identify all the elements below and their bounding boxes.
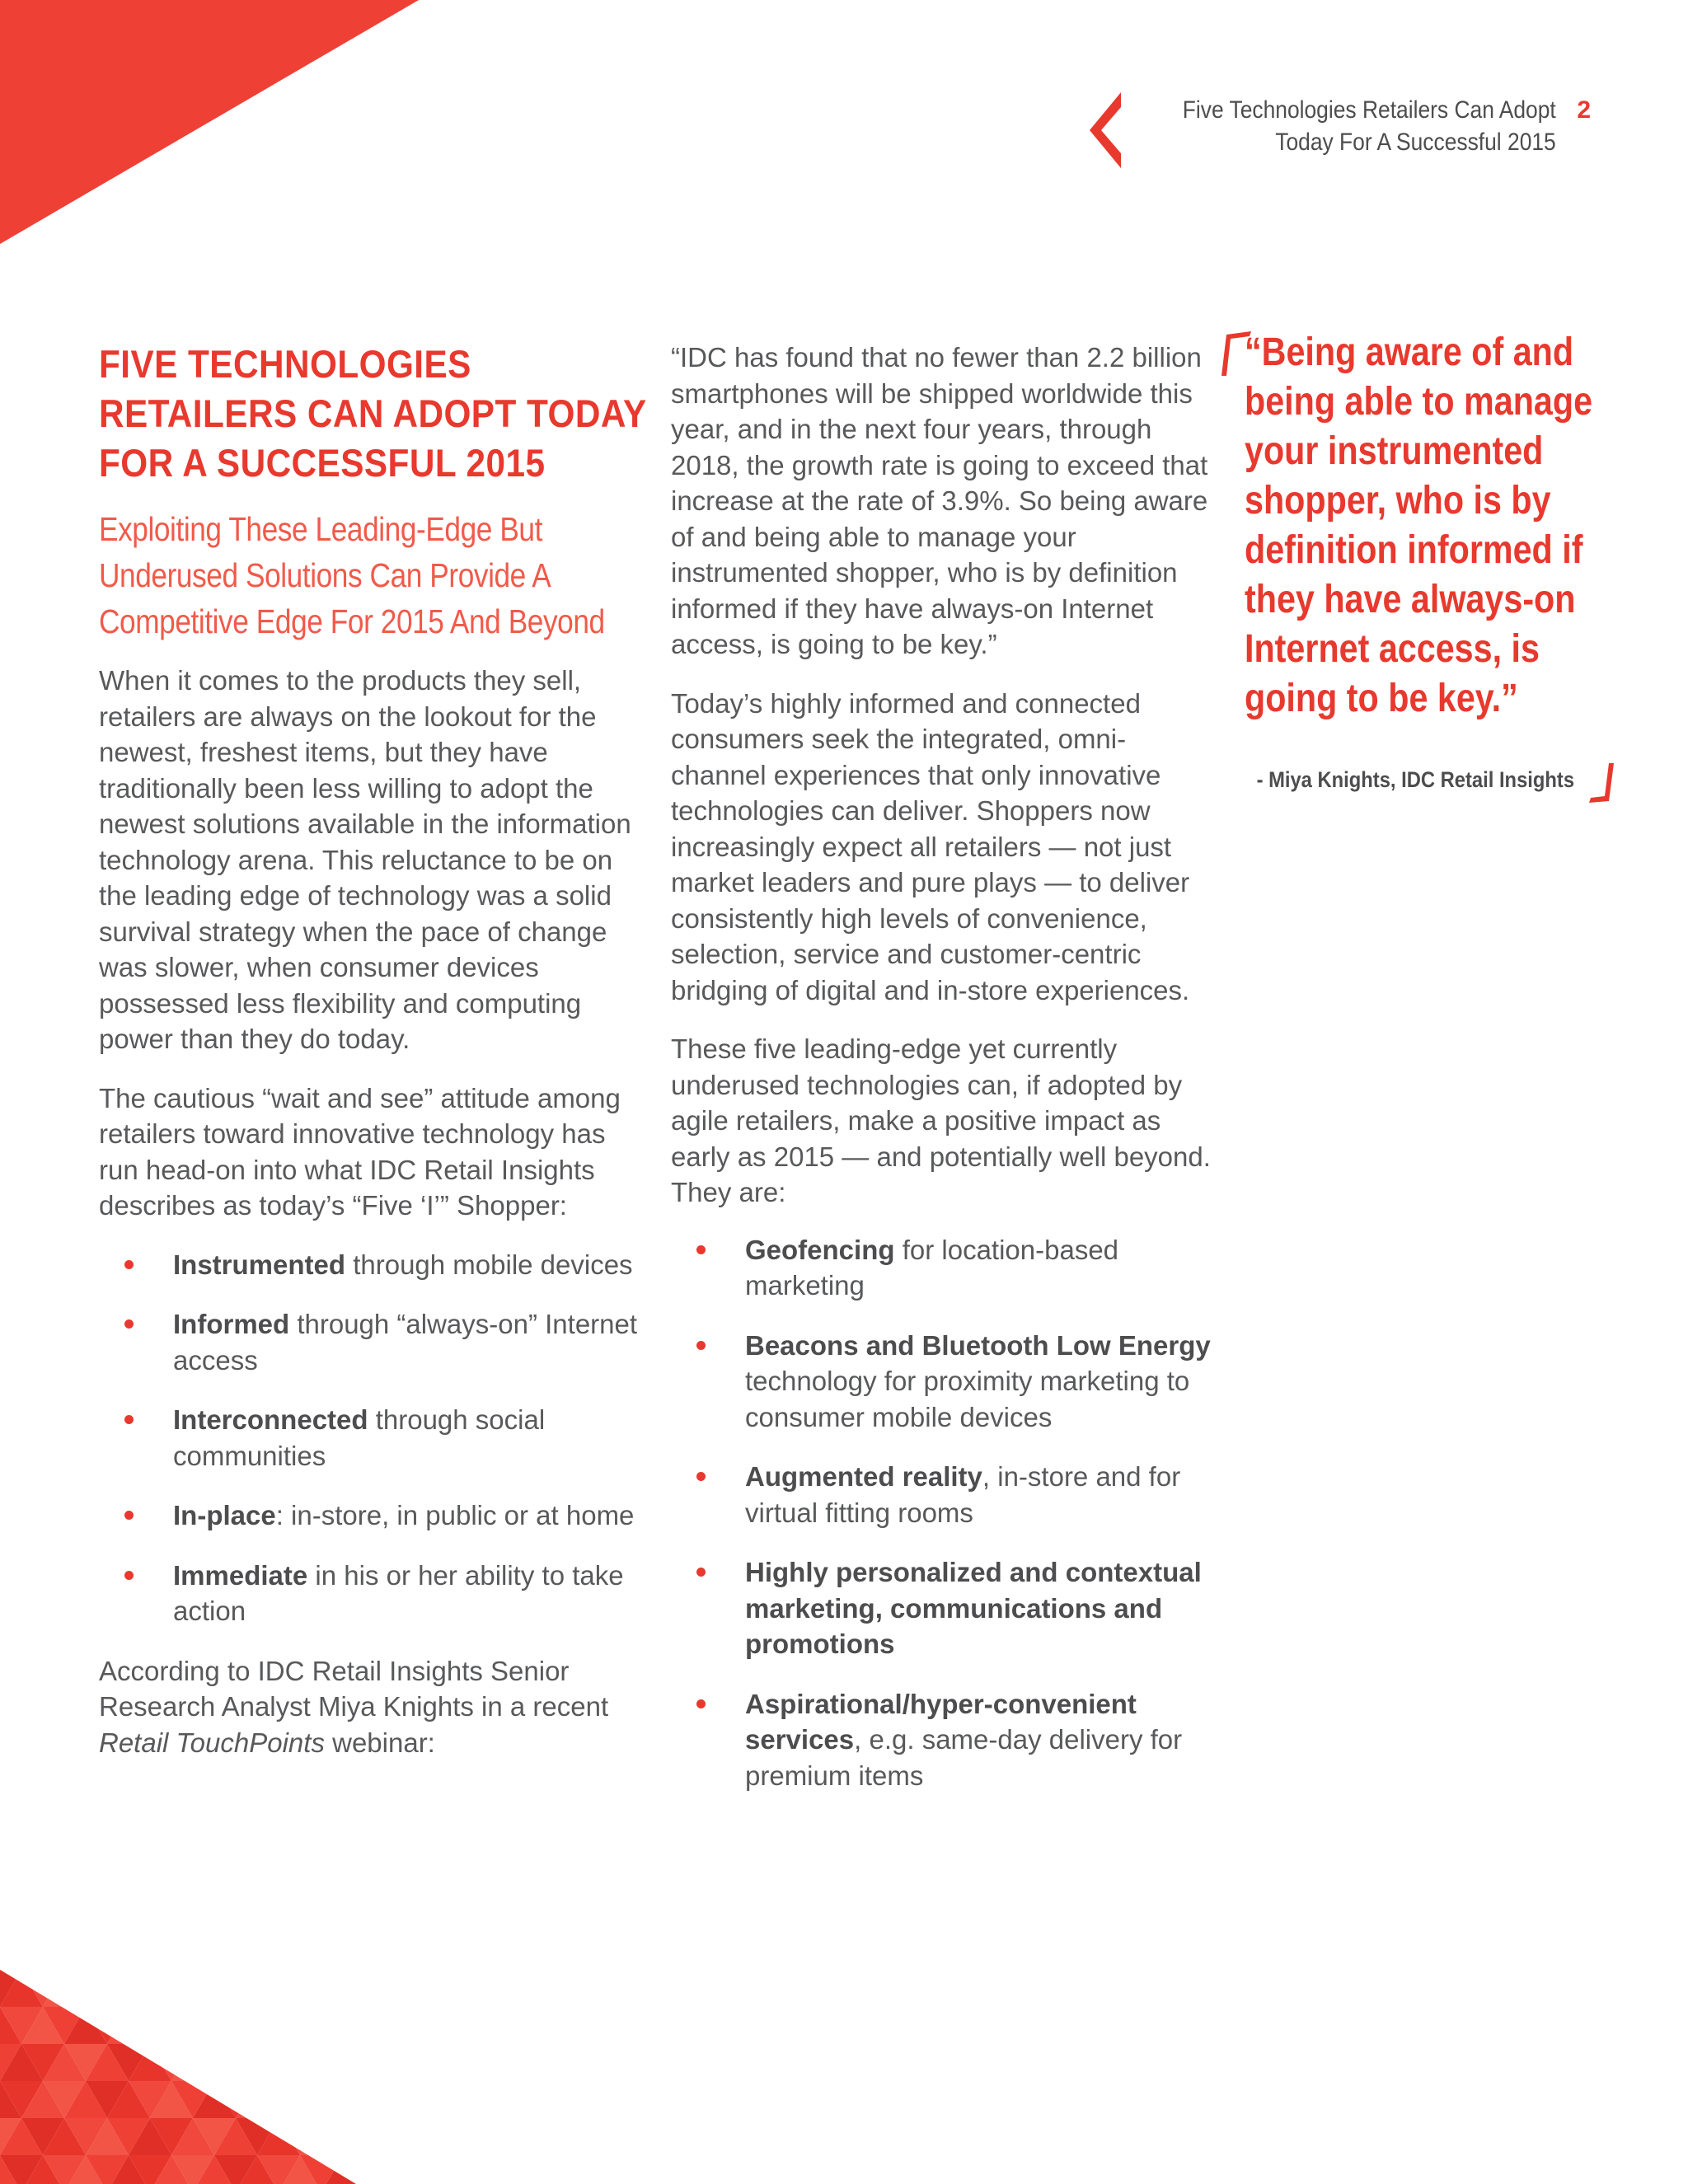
pattern-triangle	[64, 1970, 107, 2007]
list-item-bold: Augmented reality	[745, 1461, 982, 1492]
list-item-text: technology for proximity marketing to consumer mobile devices	[745, 1366, 1190, 1432]
list-item-bold: Geofencing	[745, 1234, 895, 1265]
pattern-triangle	[214, 2007, 257, 2044]
pattern-triangle	[343, 2007, 363, 2044]
pattern-triangle	[214, 1970, 257, 2007]
list-item-bold: Beacons and Bluetooth Low Energy	[745, 1329, 1211, 1361]
middle-column	[671, 340, 1215, 1817]
pattern-triangle	[129, 1970, 171, 2007]
list-item-bold: Aspirational/hyper-convenient services	[745, 1688, 1137, 1755]
pattern-triangle	[257, 2081, 300, 2118]
consumers-paragraph: Today’s highly informed and connected consumers seek the integrated, omni-channel experiences that only innovative technologies can deliver. Shoppers now increasingly expect all retailers — not just market leaders and pure plays — to deliver consistently high levels of convenience, selection, service and customer-centric bridging of digital and in-store experiences.	[671, 687, 1190, 1005]
list-item-text: for location-based marketing	[745, 1234, 1119, 1301]
pull-quote-attribution: - Miya Knights, IDC Retail Insights	[1256, 767, 1574, 792]
webinar-text: According to IDC Retail Insights Senior Research Analyst Miya Knights in a recent	[99, 1655, 609, 1722]
list-item-bold: Informed	[173, 1309, 290, 1339]
list-item	[99, 1247, 643, 1283]
pattern-triangle	[279, 2044, 321, 2081]
pattern-triangle	[321, 1970, 363, 2007]
pattern-triangle	[236, 1970, 279, 2007]
pattern-triangle	[300, 2007, 343, 2044]
list-item	[671, 1554, 1215, 1662]
list-item	[99, 1497, 643, 1534]
corner-pattern-decoration	[0, 1970, 363, 2184]
list-item	[99, 1306, 643, 1378]
bullet-icon	[696, 1341, 706, 1350]
list-item	[671, 1232, 1215, 1304]
list-item-text: through mobile devices	[345, 1249, 633, 1280]
list-item	[671, 1328, 1215, 1436]
pattern-triangle	[193, 1970, 236, 2007]
pattern-triangle	[193, 2007, 236, 2044]
list-item	[99, 1558, 643, 1629]
list-item	[671, 1459, 1215, 1530]
technologies-list	[671, 1232, 1215, 1794]
pattern-triangle	[43, 1970, 86, 2007]
running-header	[1071, 89, 1606, 180]
technologies-intro-paragraph: These five leading-edge yet currently underused technologies can, if adopted by agile retailers, make a positive impact as early as 2015 — and potentially well beyond. They are:	[671, 1033, 1211, 1207]
running-header-title	[1183, 94, 1556, 158]
corner-triangle-decoration	[0, 0, 420, 247]
list-item-text: in his or her ability to take action	[173, 1559, 624, 1626]
list-item-bold: Highly personalized and contextual marketing, communications and promotions	[745, 1557, 1202, 1659]
quote-close-icon	[1589, 763, 1615, 803]
pattern-triangle	[343, 2118, 363, 2155]
page-subtitle: Exploiting These Leading-Edge But Underused Solutions Can Provide A Competitive Edge For 2015 And Beyond	[99, 510, 605, 640]
running-header-line2: Today For A Successful 2015	[1275, 129, 1556, 156]
publication-name: Retail TouchPoints	[99, 1727, 325, 1758]
list-item	[671, 1686, 1215, 1794]
bullet-icon	[696, 1472, 706, 1481]
pattern-triangle	[343, 2044, 363, 2081]
pattern-triangle	[236, 2081, 279, 2118]
webinar-text-end: webinar:	[324, 1727, 435, 1758]
list-item-text: through “always-on” Internet access	[173, 1309, 638, 1376]
list-item-bold: Immediate	[173, 1559, 308, 1591]
pattern-triangle	[279, 1970, 321, 2007]
pattern-triangle	[300, 2044, 343, 2081]
pattern-triangle	[236, 2044, 279, 2081]
pattern-triangle	[150, 1970, 193, 2007]
pattern-triangle	[150, 2007, 193, 2044]
list-item-text: , in-store and for virtual fitting rooms	[745, 1461, 1181, 1528]
pattern-triangle	[107, 1970, 150, 2007]
list-item-text: through social communities	[173, 1404, 546, 1471]
pattern-triangle	[171, 2007, 214, 2044]
pattern-triangle	[86, 1970, 129, 2007]
bullet-icon	[124, 1260, 134, 1269]
pattern-triangle	[300, 2118, 343, 2155]
pattern-triangle	[300, 1970, 343, 2007]
pattern-triangle	[107, 2007, 150, 2044]
list-item-text: : in-store, in public or at home	[275, 1500, 635, 1530]
list-item-bold: Interconnected	[173, 1404, 368, 1435]
pattern-triangle	[171, 1970, 214, 2007]
bullet-icon	[696, 1568, 706, 1577]
page-title: FIVE TECHNOLOGIES RETAILERS CAN ADOPT TODAY FOR A SUCCESSFUL 2015	[99, 342, 646, 485]
pattern-triangle	[171, 2044, 214, 2081]
pattern-triangle	[279, 2007, 321, 2044]
webinar-paragraph	[99, 1653, 643, 1761]
pattern-triangle	[321, 2118, 363, 2155]
list-item-text: , e.g. same-day delivery for premium items	[745, 1724, 1183, 1791]
bullet-icon	[124, 1571, 134, 1580]
pattern-triangle	[257, 1970, 300, 2007]
pull-quote	[1220, 328, 1615, 792]
pattern-triangle	[321, 2044, 363, 2081]
pattern-triangle	[129, 2007, 171, 2044]
bullet-icon	[696, 1699, 706, 1708]
pattern-triangle	[343, 1970, 363, 2007]
pattern-triangle	[321, 2007, 363, 2044]
list-item	[99, 1402, 643, 1474]
pattern-triangle	[193, 2044, 236, 2081]
pattern-triangle	[300, 2081, 343, 2118]
pattern-triangle	[257, 2007, 300, 2044]
five-i-list	[99, 1247, 643, 1629]
bullet-icon	[124, 1415, 134, 1424]
intro-paragraph: When it comes to the products they sell, retailers are always on the lookout for the newest, freshest items, but they have traditionally been less willing to adopt the newest solutions available in the information technology arena. This reluctance to be on the leading edge of technology was a solid survival strategy when the pace of change was slower, when consumer devices possessed less flexibility and computing power than they do today.	[99, 665, 631, 1054]
list-item-bold: In-place	[173, 1500, 276, 1530]
bullet-icon	[124, 1319, 134, 1329]
pattern-triangle	[279, 2081, 321, 2118]
block-quote: “IDC has found that no fewer than 2.2 billion smartphones will be shipped worldwide this year, and in the next four years, through 2018, the growth rate is going to exceed that increase at the rate of 3.9%. So being aware of and being able to manage your instrumented shopper, who is by definition informed if they have always-on Internet access, is going to be key.”	[671, 342, 1208, 659]
page-number: 2	[1577, 96, 1591, 124]
pull-quote-text: “Being aware of and being able to manage your instrumented shopper, who is by definition informed if they have always-on Internet access, is going to be key.”	[1245, 330, 1593, 720]
shopper-paragraph: The cautious “wait and see” attitude among retailers toward innovative technology has run head-on into what IDC Retail Insights describes as today’s “Five ‘I’” Shopper:	[99, 1082, 621, 1221]
pattern-triangle	[321, 2081, 363, 2118]
pattern-triangle	[214, 2044, 257, 2081]
pattern-triangle	[343, 2081, 363, 2118]
pattern-triangle	[236, 2007, 279, 2044]
left-column	[99, 340, 646, 1783]
running-header-line1: Five Technologies Retailers Can Adopt	[1183, 96, 1556, 124]
bullet-icon	[696, 1245, 706, 1254]
chevron-left-icon	[1090, 92, 1123, 168]
list-item-bold: Instrumented	[173, 1249, 346, 1280]
pattern-triangle	[257, 2044, 300, 2081]
bullet-icon	[124, 1511, 134, 1520]
